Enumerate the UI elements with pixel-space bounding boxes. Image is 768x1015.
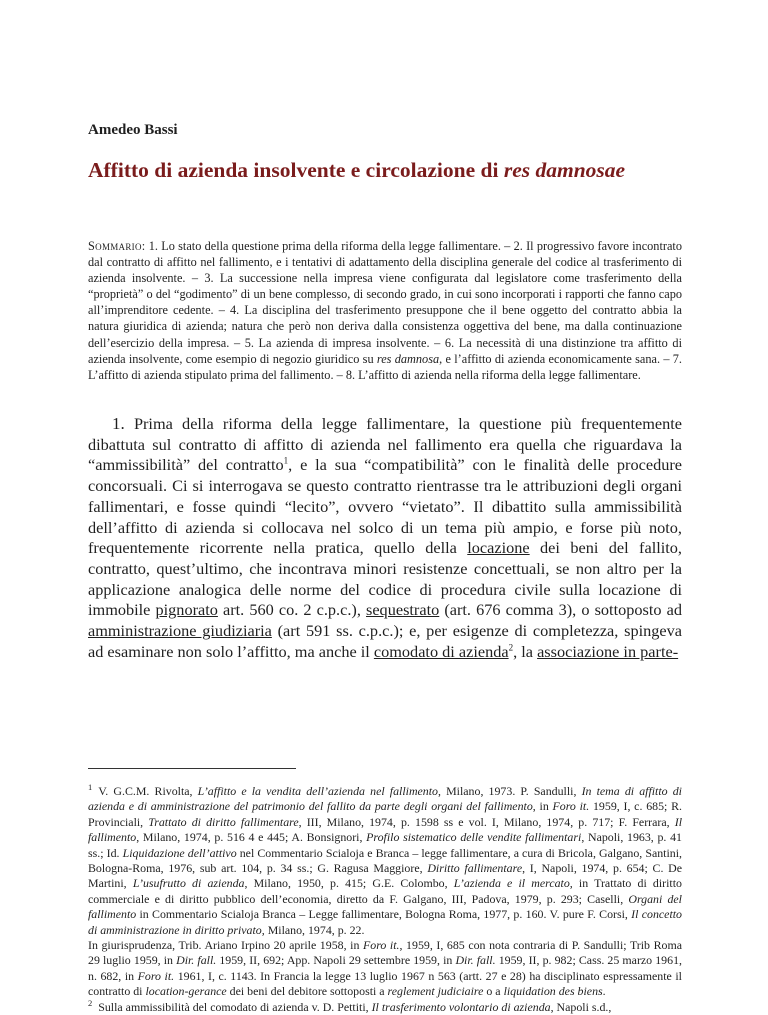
- title-italic: res damnosae: [503, 158, 626, 182]
- note-italic: Il fallimento: [88, 814, 682, 845]
- note-italic: L’affitto e la vendita dell’azienda nel fallimento: [197, 784, 438, 798]
- footnote-2: [88, 997, 682, 1015]
- summary-text-1: 1. Lo stato della questione prima della riforma della legge fallimentare. – 2. Il progressivo favore incontrato dal contratto di affitto nel fallimento, e i tentativi di adattamento della disciplina generale del codice al trasferimento di azienda insolvente. – 3. La successione nella impresa viene configurata dal legislatore come trasferimento della “proprietà” o del “godimento” di un bene complesso, di secondo grado, in cui sono incorporati i rapporti che fanno capo all’imprenditore cedente. – 4. La disciplina del trasferimento presuppone che il bene oggetto del contratto abbia la natura giuridica di azienda; natura che però non deriva dalla consistenza oggettiva del bene, ma dalla continuazione dell’esercizio della impresa. – 5. La azienda di impresa insolvente. – 6. La necessità di una distinzione tra affitto di azienda insolvente, come esempio di negozio giuridico su: [88, 239, 682, 366]
- note-text: , Milano, 1974, p. 516 4 e 445; A. Bonsignori,: [136, 830, 367, 845]
- note-text: in Commentario Scialoja Branca – Legge fallimentare, Bologna Roma, 1977, p. 160. V. pure F. Corsi,: [136, 907, 632, 922]
- note-text: dei beni del debitore sottoposti a: [226, 984, 388, 999]
- underlined-term: pignorato: [155, 600, 218, 620]
- footnote-number: 1: [88, 782, 93, 793]
- note-text: in Trattato di diritto commerciale e di diritto pubblico dell’economia, diretto da F. Galgano, III, Padova, 1979, p. 293; Caselli,: [88, 876, 682, 906]
- note-italic: L’usufrutto di azienda: [132, 876, 245, 891]
- footnote-1: [88, 784, 682, 938]
- note-text: V. G.C.M. Rivolta,: [98, 784, 198, 798]
- article-title: [88, 158, 625, 183]
- note-italic: Il trasferimento volontario di azienda: [371, 999, 551, 1014]
- note-italic: reglement judiciaire: [387, 984, 484, 999]
- section-number: 1.: [112, 414, 125, 433]
- note-text: o a: [483, 984, 504, 999]
- note-text: , III, Milano, 1974, p. 1598 ss e vol. I, Milano, 1974, p. 717; F. Ferrara,: [298, 814, 675, 829]
- note-text: In giurisprudenza, Trib. Ariano Irpino 20 aprile 1958, in: [88, 938, 363, 953]
- underlined-term: sequestrato: [366, 600, 440, 620]
- note-italic: Profilo sistematico delle vendite fallimentari: [366, 830, 582, 845]
- note-italic: Diritto fallimentare: [427, 861, 523, 876]
- note-italic: Il concetto di amministrazione in diritto privato,: [88, 907, 682, 937]
- summary-label: Sommario:: [88, 239, 146, 253]
- note-text: 1959, I, c. 685; R. Provinciali,: [88, 799, 683, 829]
- note-text: Sulla ammissibilità del comodato di azienda v. D. Pettiti,: [98, 999, 372, 1014]
- body-text: (art. 676 comma 3), o sottoposto ad: [439, 600, 682, 620]
- note-italic: Liquidazione dell’attivo: [122, 845, 237, 860]
- note-text: , Milano, 1973. P. Sandulli,: [438, 784, 582, 798]
- footnote-separator: [88, 768, 296, 769]
- note-italic: liquidation des biens: [503, 984, 603, 999]
- note-italic: L’azienda e il mercato,: [453, 876, 573, 891]
- main-text: [88, 414, 682, 662]
- note-text: , Milano, 1950, p. 415; G.E. Colombo,: [244, 876, 454, 891]
- note-text: .: [602, 984, 606, 999]
- title-main: Affitto di azienda insolvente e circolazione di: [88, 158, 504, 182]
- note-italic: In tema di affitto di azienda e di amministrazione del patrimonio del fallito da parte degli organi del fallimento: [88, 784, 682, 814]
- body-text: , la: [513, 641, 538, 661]
- note-italic: Organi del fallimento: [88, 891, 682, 922]
- note-text: , 1959, I, 685 con nota contraria di P. Sandulli; Trib Roma 29 luglio 1959, in: [88, 938, 682, 968]
- footnote-1-continued: [88, 938, 682, 1000]
- note-italic: Foro it.: [137, 968, 175, 983]
- summary-text-2: , e l’affitto di azienda economicamente sana. – 7. L’affitto di azienda stipulato prima del fallimento. – 8. L’affitto di azienda nella riforma della legge fallimentare.: [88, 351, 682, 382]
- note-italic: Trattato di diritto fallimentare: [148, 814, 299, 829]
- body-text: (art 591 ss. c.p.c.); e, per esigenze di completezza, spingeva ad esaminare non solo l’affitto, ma anche il: [88, 621, 682, 661]
- note-text: , in: [532, 799, 553, 814]
- body-text: dei beni del fallito, contratto, quest’ultimo, che incontrava minori resistenze concettuali, se non altro per la applicazione analogica delle norme del codice di procedura civile sulla locazione di immobile: [88, 538, 683, 620]
- footnote-number: 2: [88, 997, 93, 1008]
- underlined-term: locazione: [467, 538, 530, 558]
- note-italic: location-gerance: [145, 984, 227, 999]
- note-text: , I, Napoli, 1974, p. 654; C. De Martini,: [88, 861, 683, 891]
- underlined-term: comodato di azienda: [373, 641, 509, 661]
- note-text: 1961, I, c. 1143. In Francia la legge 13 luglio 1967 n 563 (artt. 27 e 28) ha disciplinato espressamente il contratto di: [88, 968, 682, 999]
- body-text: , e la sua “compatibilità” con le finalità delle procedure concorsuali. Ci si interrogava se questo contratto rientrasse tra le attribuzioni degli organi fallimentari, e fosse quindi “lecito”, ovvero “vietato”. Il dibattito sulla ammissibilità dell’affitto di azienda si collocava nel solco di un tema più ampio, e forse più noto, frequentemente ricorrente nella pratica, quello della: [88, 455, 682, 558]
- footnote-ref-1[interactable]: 1: [283, 455, 289, 466]
- footnotes: [88, 784, 682, 1015]
- body-text: art. 560 co. 2 c.p.c.),: [217, 600, 366, 620]
- note-italic: Dir. fall.: [176, 953, 217, 968]
- underlined-term: amministrazione giudiziaria: [88, 621, 272, 641]
- note-text: nel Commentario Scialoja e Branca – legge fallimentare, a cura di Bricola, Galgano, Santini, Bologna-Roma, 1976, sub art. 104, p. 34 ss.; G. Ragusa Maggiore,: [88, 845, 683, 876]
- note-italic: Dir. fall.: [455, 953, 496, 968]
- author-name: Amedeo Bassi: [88, 122, 178, 138]
- note-text: , Napoli s.d.,: [550, 999, 612, 1014]
- note-text: , Napoli, 1963, p. 41 ss.; Id.: [88, 830, 682, 860]
- section-1-paragraph: [88, 414, 682, 662]
- summary-text-italic: res damnosa: [376, 351, 440, 366]
- footnote-ref-2[interactable]: 2: [508, 642, 514, 653]
- underlined-term: associazione in parte-: [537, 641, 679, 661]
- body-text: Prima della riforma della legge fallimentare, la questione più frequentemente dibattuta sul contratto di affitto di azienda nel fallimento era quella che riguardava la “ammissibilità” del contratto: [88, 414, 682, 475]
- note-italic: Foro it.: [362, 938, 400, 953]
- note-text: 1959, II, p. 982; Cass. 25 marzo 1961, n. 682, in: [88, 953, 682, 983]
- summary-block: [88, 238, 682, 383]
- note-italic: Foro it.: [552, 799, 590, 814]
- note-text: 1959, II, 692; App. Napoli 29 settembre 1959, in: [216, 953, 456, 968]
- note-text: Milano, 1974, p. 22.: [264, 922, 365, 937]
